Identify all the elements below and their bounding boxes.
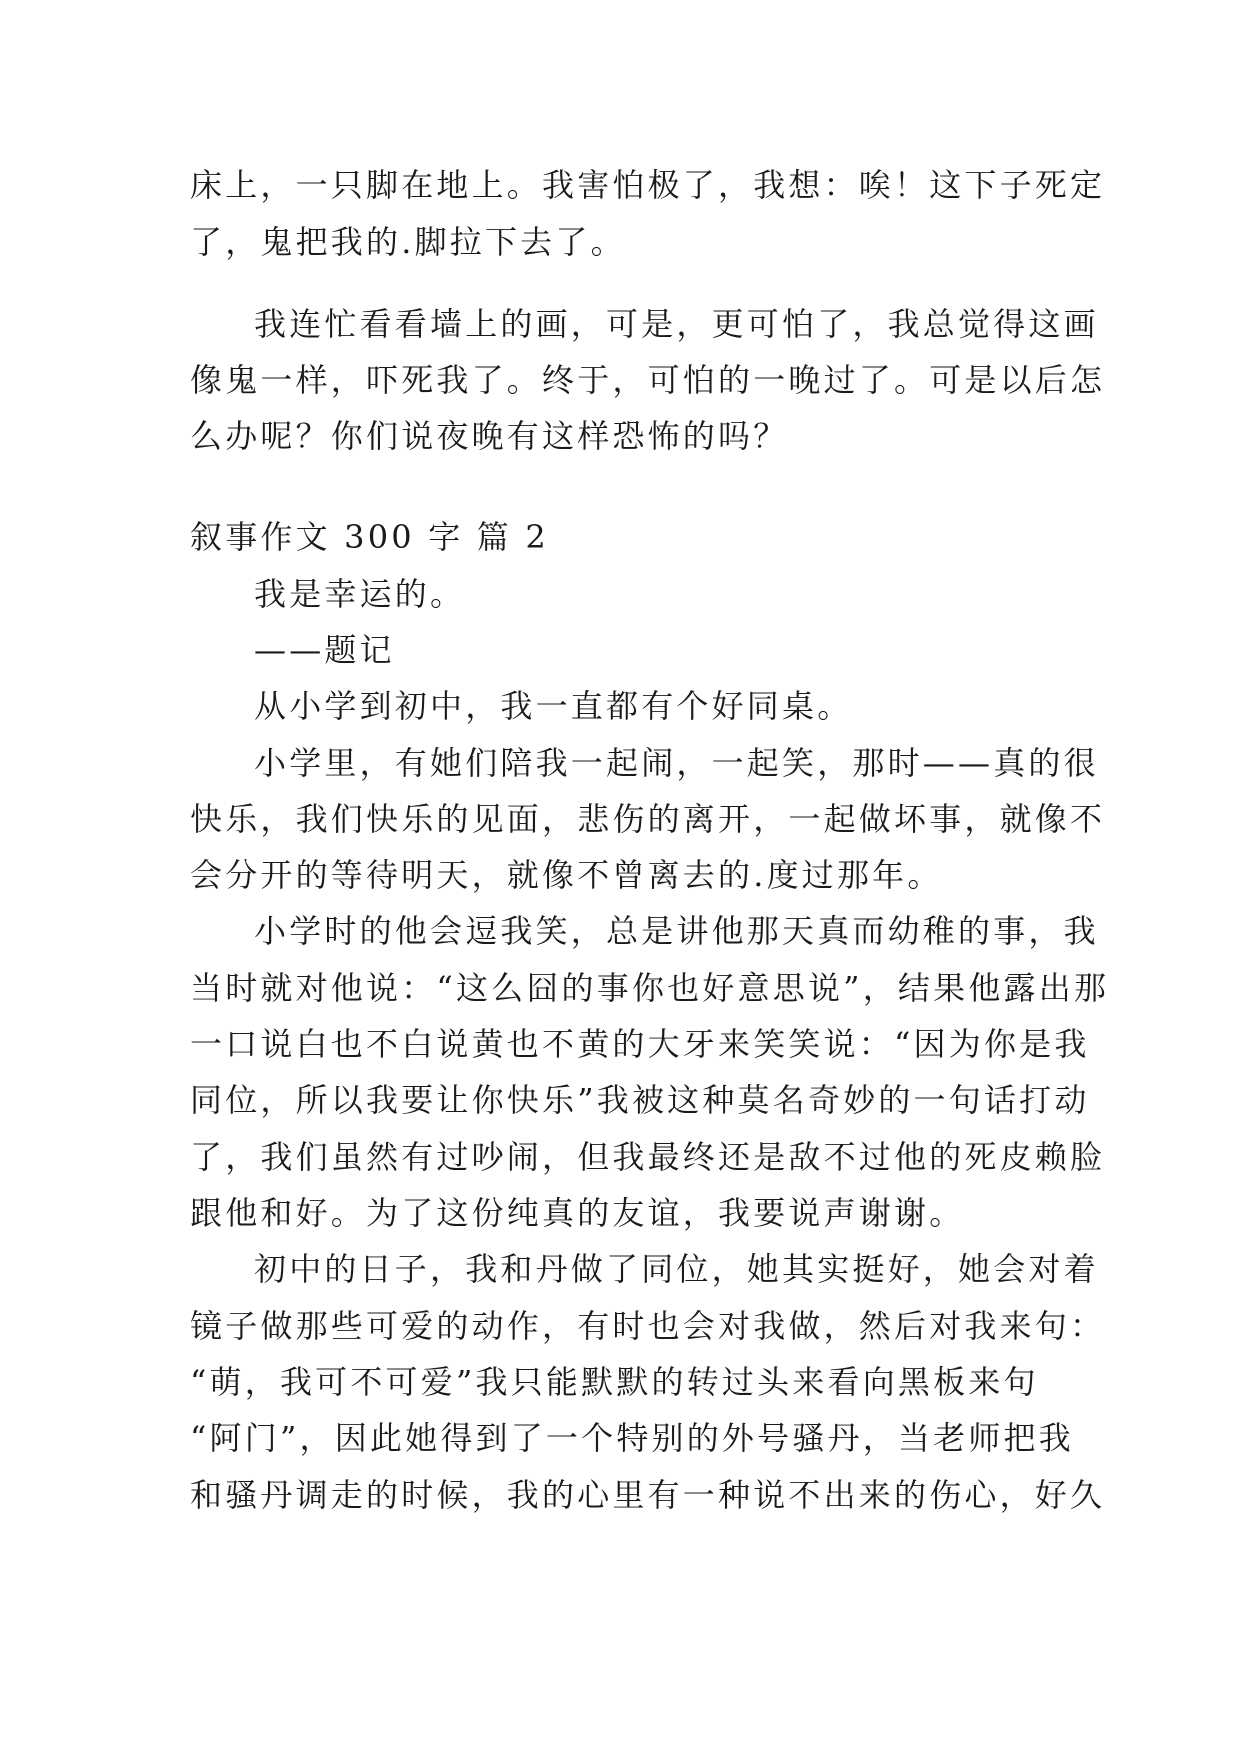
text-line: 跟他和好。为了这份纯真的友谊，我要说声谢谢。 [190, 1194, 965, 1232]
text-line: 一口说白也不白说黄也不黄的大牙来笑笑说：“因为你是我 [190, 1025, 1090, 1063]
text-line: 和骚丹调走的时候，我的心里有一种说不出来的伤心，好久 [190, 1476, 1106, 1514]
section-heading: 叙事作文 300 字 篇 2 [190, 518, 549, 556]
text-line: 快乐，我们快乐的见面，悲伤的离开，一起做坏事，就像不 [190, 800, 1106, 838]
paragraph-first-line: 我连忙看看墙上的画，可是，更可怕了，我总觉得这画 [254, 305, 1099, 343]
text-line: “阿门”，因此她得到了一个特别的外号骚丹，当老师把我 [190, 1419, 1074, 1457]
text-line: 会分开的等待明天，就像不曾离去的.度过那年。 [190, 856, 943, 894]
text-line: 床上，一只脚在地上。我害怕极了，我想：唉！这下子死定 [190, 166, 1106, 204]
paragraph-first-line: 我是幸运的。 [254, 575, 466, 613]
paragraph-first-line: ——题记 [254, 631, 395, 669]
text-line: 了，鬼把我的.脚拉下去了。 [190, 223, 626, 261]
text-line: “萌，我可不可爱”我只能默默的转过头来看向黑板来句 [190, 1363, 1039, 1401]
paragraph-first-line: 从小学到初中，我一直都有个好同桌。 [254, 687, 853, 725]
text-line: 同位，所以我要让你快乐”我被这种莫名奇妙的一句话打动 [190, 1081, 1090, 1119]
paragraph-first-line: 初中的日子，我和丹做了同位，她其实挺好，她会对着 [254, 1250, 1099, 1288]
text-line: 像鬼一样，吓死我了。终于，可怕的一晚过了。可是以后怎 [190, 361, 1106, 399]
text-line: 了，我们虽然有过吵闹，但我最终还是敌不过他的死皮赖脸 [190, 1138, 1106, 1176]
text-line: 当时就对他说：“这么囧的事你也好意思说”，结果他露出那 [190, 969, 1110, 1007]
paragraph-first-line: 小学时的他会逗我笑，总是讲他那天真而幼稚的事，我 [254, 912, 1099, 950]
text-line: 镜子做那些可爱的动作，有时也会对我做，然后对我来句： [190, 1307, 1106, 1345]
text-line: 么办呢？你们说夜晚有这样恐怖的吗？ [190, 417, 789, 455]
paragraph-first-line: 小学里，有她们陪我一起闹，一起笑，那时——真的很 [254, 744, 1099, 782]
